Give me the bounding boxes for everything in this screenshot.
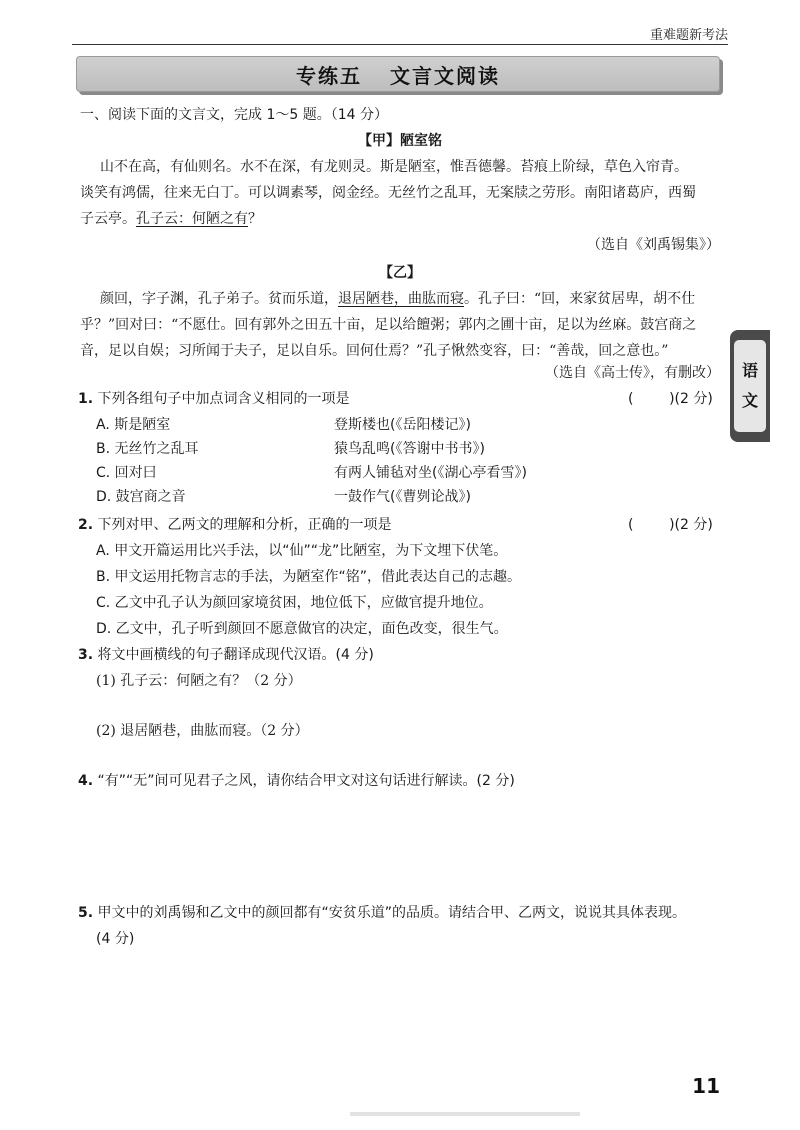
- q5-stem: 甲文中的刘禹锡和乙文中的颜回都有“安贫乐道”的品质。请结合甲、乙两文，说说其具体表现。: [97, 905, 687, 921]
- q2-stem-line: [78, 514, 392, 536]
- text-b-line-2: 乎？”回对曰：“不愿仕。回有郭外之田五十亩，足以给饘粥；郭内之圃十亩，足以为丝麻。鼓宫商之: [80, 317, 697, 333]
- q1-option-d-left: D. 鼓宫商之音: [96, 489, 186, 505]
- text-a-line-3-pre: 子云亭。: [80, 211, 136, 227]
- side-tab-inner: [734, 340, 766, 432]
- q2-option-a: A. 甲文开篇运用比兴手法，以“仙”“龙”比陋室，为下文埋下伏笔。: [96, 543, 508, 559]
- side-tab-char-2: 文: [741, 391, 758, 410]
- text-a-line-3: [80, 208, 262, 230]
- q5-stem-line: [78, 902, 686, 924]
- text-a-title: 【甲】陋室铭: [358, 133, 442, 149]
- text-b-source: （选自《高士传》，有删改）: [545, 365, 720, 381]
- q1-option-c-left: C. 回对曰: [96, 465, 157, 481]
- text-a-line-3-post: ？: [248, 211, 262, 227]
- q1-stem-line: [78, 388, 350, 410]
- q1-option-b-left: B. 无丝竹之乱耳: [96, 441, 199, 457]
- q5-score: (4 分): [96, 931, 135, 947]
- banner-title-part1: 专练五: [296, 63, 362, 88]
- q3-stem-line: [78, 644, 374, 666]
- text-b-line-1: [100, 288, 695, 310]
- banner-title-part2: 文言文阅读: [390, 63, 500, 88]
- side-tab-char-1: 语: [741, 361, 758, 380]
- q2-option-d: D. 乙文中，孔子听到颜回不愿意做官的决定，面色改变，很生气。: [96, 621, 508, 637]
- page-number: 11: [692, 1074, 720, 1098]
- q1-number: 1.: [78, 391, 94, 407]
- header-series-label: 重难题新考法: [649, 28, 728, 43]
- q3-stem: 将文中画横线的句子翻译成现代汉语。(4 分): [97, 647, 374, 663]
- q1-stem: 下列各组句子中加点词含义相同的一项是: [97, 391, 350, 407]
- q1-option-a-right: 登斯楼也(《岳阳楼记》): [334, 417, 471, 433]
- q3-number: 3.: [78, 647, 94, 663]
- text-b-line-1-pre: 颜回，字子渊，孔子弟子。贫而乐道，: [100, 291, 338, 307]
- q4-stem-line: [78, 770, 515, 792]
- section-title-banner: [76, 56, 720, 92]
- q2-number: 2.: [78, 517, 94, 533]
- text-b-line-3: 音，足以自娱；习所闻于夫子，足以自乐。回何仕焉？”孔子愀然变容，曰：“善哉，回之意也。”: [80, 343, 669, 359]
- text-a-source: （选自《刘禹锡集》）: [587, 237, 720, 253]
- text-b-underlined-sentence: 退居陋巷，曲肱而寝: [338, 291, 464, 307]
- q2-option-c: C. 乙文中孔子认为颜回家境贫困，地位低下，应做官提升地位。: [96, 595, 493, 611]
- q2-answer-paren[interactable]: ( )(2 分): [628, 517, 713, 533]
- q1-option-c-right: 有两人铺毡对坐(《湖心亭看雪》): [334, 465, 527, 481]
- q3-sub-1: (1) 孔子云：何陋之有？（2 分）: [96, 673, 302, 689]
- q4-number: 4.: [78, 773, 94, 789]
- scan-artifact-strip: [350, 1112, 580, 1116]
- q1-option-b-right: 猿鸟乱鸣(《答谢中书书》): [334, 441, 485, 457]
- text-a-line-1: 山不在高，有仙则名。水不在深，有龙则灵。斯是陋室，惟吾德馨。苔痕上阶绿，草色入帘青。: [100, 159, 688, 175]
- q1-option-d-right: 一鼓作气(《曹刿论战》): [334, 489, 471, 505]
- q1-answer-paren[interactable]: ( )(2 分): [628, 391, 713, 407]
- subject-side-tab: [730, 330, 770, 442]
- q4-stem: “有”“无”间可见君子之风，请你结合甲文对这句话进行解读。(2 分): [97, 773, 515, 789]
- text-a-line-2: 谈笑有鸿儒，往来无白丁。可以调素琴，阅金经。无丝竹之乱耳，无案牍之劳形。南阳诸葛庐，西蜀: [80, 185, 696, 201]
- q2-option-b: B. 甲文运用托物言志的手法，为陋室作“铭”，借此表达自己的志趣。: [96, 569, 522, 585]
- header-rule: [72, 44, 728, 45]
- section-instruction: 一、阅读下面的文言文，完成 1～5 题。（14 分）: [80, 107, 388, 123]
- text-b-line-1-post: 。孔子曰：“回，来家贫居卑，胡不仕: [464, 291, 696, 307]
- q2-stem: 下列对甲、乙两文的理解和分析，正确的一项是: [97, 517, 392, 533]
- text-a-underlined-sentence: 孔子云：何陋之有: [136, 211, 248, 227]
- q1-option-a-left: A. 斯是陋室: [96, 417, 171, 433]
- q3-sub-2: (2) 退居陋巷，曲肱而寝。（2 分）: [96, 723, 309, 739]
- text-b-title: 【乙】: [379, 265, 421, 281]
- q5-number: 5.: [78, 905, 94, 921]
